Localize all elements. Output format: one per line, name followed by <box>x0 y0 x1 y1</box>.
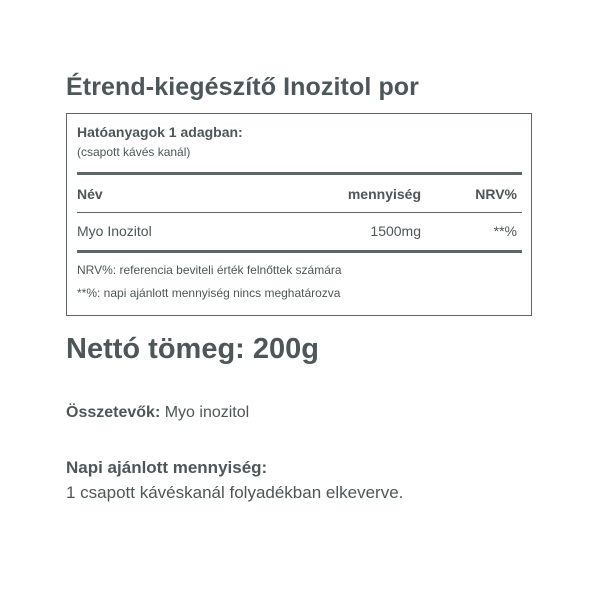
column-header-amount: mennyiség <box>347 186 421 202</box>
footnote-unspecified: **%: napi ajánlott mennyiség nincs meghatározva <box>77 286 341 300</box>
nutrition-panel <box>66 113 532 316</box>
ingredients-value: Myo inozitol <box>164 404 250 421</box>
column-header-name: Név <box>77 186 103 202</box>
row-name: Myo Inozitol <box>77 223 152 239</box>
ingredients-label: Összetevők: <box>66 404 161 421</box>
ingredients <box>66 404 249 422</box>
product-title: Étrend-kiegészítő Inozitol por <box>66 73 420 101</box>
net-weight: Nettó tömeg: 200g <box>66 333 319 365</box>
header-top-divider <box>77 172 522 175</box>
header-bottom-divider <box>77 212 522 213</box>
panel-subheading: (csapott kávés kanál) <box>77 145 191 159</box>
daily-dose-text: 1 csapott kávéskanál folyadékban elkeverve. <box>66 483 404 502</box>
footnote-divider <box>77 250 522 253</box>
panel-heading: Hatóanyagok 1 adagban: <box>77 124 243 140</box>
daily-dose-label: Napi ajánlott mennyiség: <box>66 458 268 477</box>
row-amount: 1500mg <box>370 223 421 239</box>
row-nrv: **% <box>493 223 517 239</box>
column-header-nrv: NRV% <box>475 186 517 202</box>
footnote-nrv: NRV%: referencia beviteli érték felnőttek számára <box>77 263 342 277</box>
